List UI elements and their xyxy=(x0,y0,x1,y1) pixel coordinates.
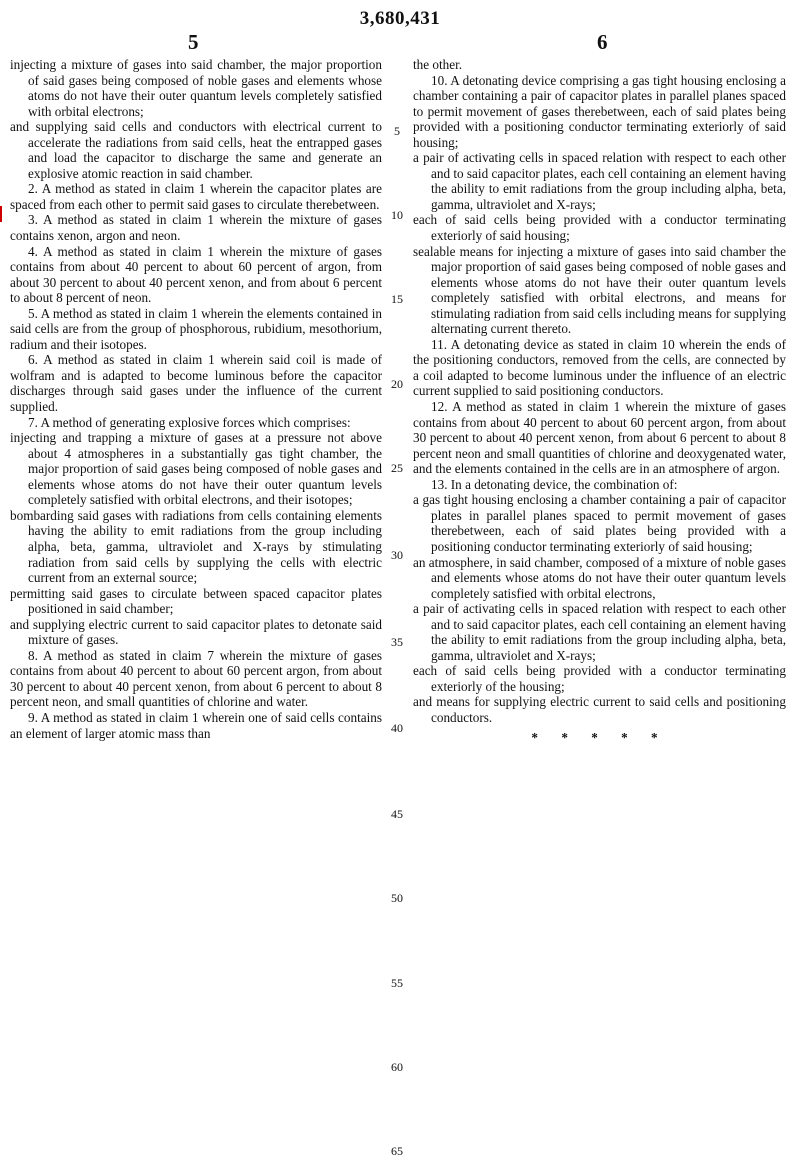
line-number: 10 xyxy=(391,208,403,222)
claim-paragraph: 8. A method as stated in claim 7 wherein the mixture of gases contains from about 40 percent to about 60 percent argon, from about 30 percent to about 40 percent xenon, from about 6 percent to about 8 percent neon, and small quantities of chlorine and water. xyxy=(10,647,382,710)
end-stars: * * * * * xyxy=(531,729,668,745)
claim-paragraph: a gas tight housing enclosing a chamber containing a pair of capacitor plates in parallel planes spaced to permit movement of gases therebetween, each of said plates being provided with a positioning conductor terminating exteriorly of said housing; xyxy=(413,492,786,554)
line-number: 60 xyxy=(391,1060,403,1074)
right-column-number: 6 xyxy=(597,30,608,54)
line-number: 55 xyxy=(391,976,403,990)
left-column-number: 5 xyxy=(188,30,199,54)
claim-paragraph: 10. A detonating device comprising a gas tight housing enclosing a chamber containing a pair of capacitor plates in parallel planes spaced to permit movement of gases therebetween, each of said plates being provided with a positioning conductor terminating exteriorly of said housing; xyxy=(413,72,786,150)
line-number: 50 xyxy=(391,891,403,905)
claim-paragraph: 3. A method as stated in claim 1 wherein the mixture of gases contains xenon, argon and neon. xyxy=(10,212,382,244)
line-number: 35 xyxy=(391,635,403,649)
claim-paragraph: 5. A method as stated in claim 1 wherein the elements contained in said cells are from the group of phosphorous, rubidium, mesothorium, radium and their isotopes. xyxy=(10,305,382,352)
claim-paragraph: permitting said gases to circulate between spaced capacitor plates positioned in said chamber; xyxy=(10,585,382,617)
line-number: 45 xyxy=(391,807,403,821)
line-number: 30 xyxy=(391,548,403,562)
claim-paragraph: an atmosphere, in said chamber, composed of a mixture of noble gases and elements whose atoms do not have their outer quantum levels completely satisfied with orbital electrons, xyxy=(413,554,786,601)
claim-paragraph: bombarding said gases with radiations from cells containing elements having the ability to emit radiations from the group including alpha, beta, gamma, ultraviolet and X-rays by stimulating radiation from said cells by supplying the cells with electric current from an external source; xyxy=(10,507,382,586)
claim-paragraph: 7. A method of generating explosive forces which comprises: xyxy=(28,414,351,430)
claim-paragraph: the other. xyxy=(413,57,463,72)
claim-paragraph: each of said cells being provided with a conductor terminating exteriorly of the housing; xyxy=(413,663,786,694)
claim-paragraph: injecting a mixture of gases into said chamber, the major proportion of said gases being composed of noble gases and elements whose atoms do not have their outer quantum levels completely satisfied with orbital electrons; xyxy=(10,57,382,119)
patent-number: 3,680,431 xyxy=(359,8,441,29)
claim-paragraph: 12. A method as stated in claim 1 wherein the mixture of gases contains from about 40 percent to about 60 percent argon, from about 30 percent to about 40 percent xenon, from about 6 percent to about 8 percent neon and small quantities of chlorine and deoxygenated water, and the elements contained in the cells are in an atmosphere of argon. xyxy=(413,399,786,477)
claim-paragraph: a pair of activating cells in spaced relation with respect to each other and to said capacitor plates, each cell containing an element having the ability to emit radiations from the group including alpha, beta, gamma, ultraviolet and X-rays; xyxy=(413,150,786,212)
claim-paragraph: and supplying said cells and conductors with electrical current to accelerate the radiations from said cells, heat the entrapped gases and load the capacitor to discharge the same and generate an explosive atomic reaction in said chamber. xyxy=(10,119,382,181)
line-number: 15 xyxy=(391,292,403,306)
claim-paragraph: a pair of activating cells in spaced relation with respect to each other and to said capacitor plates, each cell containing an element having the ability to emit radiations from the group including alpha, beta, gamma, ultraviolet and X-rays; xyxy=(413,601,786,663)
left-column xyxy=(10,57,382,741)
claim-paragraph: and means for supplying electric current to said cells and positioning conductors. xyxy=(413,694,786,725)
line-number: 5 xyxy=(394,124,400,138)
claim-paragraph: 11. A detonating device as stated in claim 10 wherein the ends of the positioning conductors, removed from the cells, are connected by a coil adapted to become luminous under the influence of an electric current supplied to said positioning conductors. xyxy=(413,336,786,399)
claim-paragraph: 4. A method as stated in claim 1 wherein the mixture of gases contains from about 40 percent to about 60 percent of argon, from about 30 percent to about 40 percent xenon, and from about 6 percent to about 8 percent of neon. xyxy=(10,243,382,306)
line-number: 40 xyxy=(391,721,403,735)
margin-mark xyxy=(0,206,2,222)
claim-paragraph: 6. A method as stated in claim 1 wherein said coil is made of wolfram and is adapted to become luminous before the capacitor discharges through said gases under the influence of the current supplied. xyxy=(10,352,382,415)
right-column xyxy=(413,57,786,745)
claim-paragraph: sealable means for injecting a mixture of gases into said chamber the major proportion of said gases being composed of noble gases and elements whose atoms do not have their outer quantum levels completely satisfied with orbital electrons, and means for stimulating radiation from said cells including means for supplying alternating current thereto. xyxy=(413,243,786,337)
line-number: 20 xyxy=(391,377,403,391)
line-number: 65 xyxy=(391,1144,403,1158)
claim-paragraph: each of said cells being provided with a conductor terminating exteriorly of said housing; xyxy=(413,212,786,244)
claim-paragraph: 2. A method as stated in claim 1 wherein the capacitor plates are spaced from each other to permit said gases to circulate therebetween. xyxy=(10,181,382,212)
line-number: 25 xyxy=(391,461,403,475)
claim-paragraph: injecting and trapping a mixture of gases at a pressure not above about 4 atmospheres in a substantially gas tight chamber, the major proportion of said gases being composed of noble gases and elements whose atoms do not have their outer quantum levels completely satisfied with orbital electrons, and their isotopes; xyxy=(10,430,382,508)
claim-paragraph: and supplying electric current to said capacitor plates to detonate said mixture of gases. xyxy=(10,616,382,648)
claim-paragraph: 9. A method as stated in claim 1 wherein one of said cells contains an element of larger atomic mass than xyxy=(10,709,382,741)
claim-paragraph: 13. In a detonating device, the combination of: xyxy=(431,476,678,492)
